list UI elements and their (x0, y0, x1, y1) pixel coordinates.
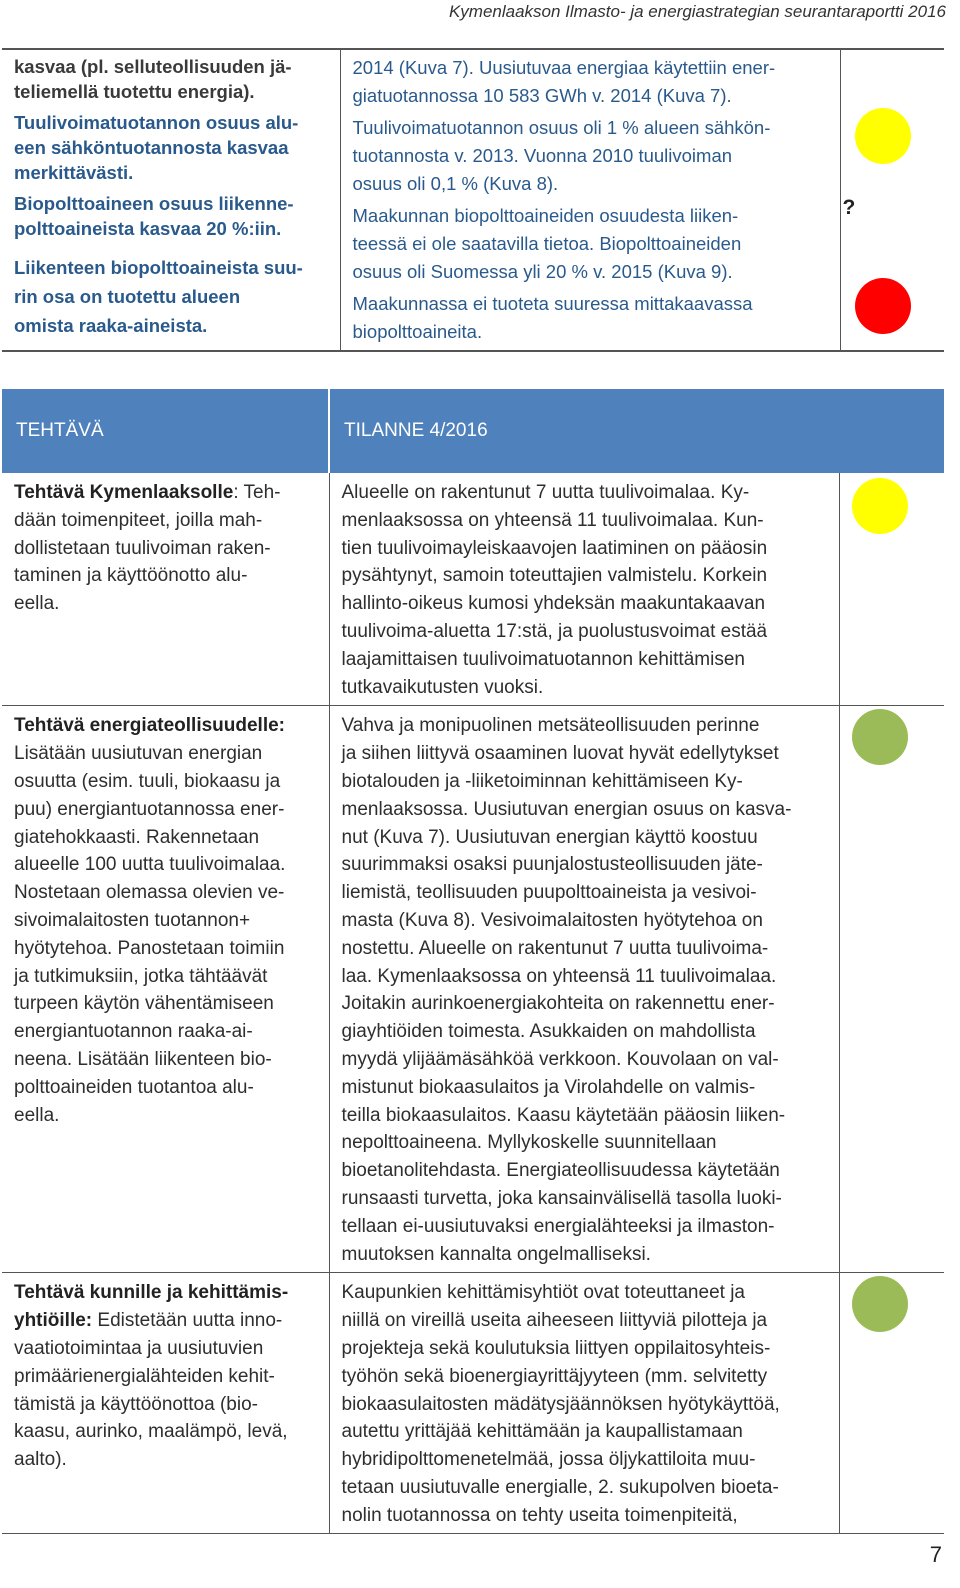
task-cell: Tehtävä kunnille ja kehittämis- yhtiöille: Edistetään uutta inno- vaatiotoimintaa ja uusiutuvien primäärienergialähteiden kehit- tämistä ja käyttöönottoa (bio- kaasu, aurinko, maalämpö, levä, aalto). (2, 1273, 329, 1534)
status-indicator-cell (839, 1273, 944, 1534)
status-text: Maakunnan biopolttoaineiden osuudesta liiken- teessä ei ole saatavilla tietoa. Biopolttoaineiden osuus oli Suomessa yli 20 % v. 2015 (Kuva 9). (352, 205, 742, 282)
status-text: Maakunnassa ei tuoteta suuressa mittakaavassa biopolttoaineita. (352, 293, 753, 342)
target-text: Liikenteen biopolttoaineista suu- rin osa on tuotettu alueen omista raaka-aineista. (14, 257, 303, 336)
status-unknown-mark: ? (842, 196, 856, 219)
target-text: kasvaa (pl. selluteollisuuden jä- teliemellä tuotettu energia). (14, 56, 292, 102)
status-dot-yellow (855, 108, 911, 164)
table-row (2, 1273, 944, 1534)
task-status-table (2, 389, 944, 1534)
status-text-cell: Vahva ja monipuolinen metsäteollisuuden perinne ja siihen liittyvä osaaminen luovat hyvät edellytykset biotalouden ja -liiketoiminnan kehittämiseen Ky- menlaaksossa. Uusiutuvan energian osuus on kasva- nut (Kuva 7). Uusiutuvan energian käyttö koostuu suurimmaksi osaksi puunjalostusteollisuuden jäte- liemistä, teollisuuden puupolttoaineista ja vesivoi- masta (Kuva 8). Vesivoimalaitosten hyötytehoa on nostettu. Alueelle on rakentunut 7 uutta tuulivoima- laa. Kymenlaaksossa on yhteensä 11 tuulivoimalaa. Joitakin aurinkoenergiakohteita on rakennettu ener- giayhtiöiden toimesta. Asukkaiden on mahdollista myydä ylijäämäsähköä verkkoon. Kouvolaan on val- mistunut biokaasulaitos ja Virolahdelle on valmis- teilla biokaasulaitos. Kaasu käytetään pääosin liiken- nepolttoaineena. Myllykoskelle suunnitellaan bioetanolitehdasta. Energiateollisuudessa käytetään runsaasti turvetta, joka kansainvälisellä tasolla luoki- tellaan ei-uusiutuvaksi energialähteeksi ja ilmaston- muutoksen kannalta ongelmalliseksi. (329, 706, 839, 1273)
column-header-task: TEHTÄVÄ (2, 389, 329, 473)
target-cell (2, 49, 340, 351)
running-header: Kymenlaakson Ilmasto- ja energiastrategian seurantaraportti 2016 (448, 2, 946, 21)
status-text-cell: Alueelle on rakentunut 7 uutta tuulivoimalaa. Ky- menlaaksossa on yhteensä 11 tuulivoimalaa. Kun- tien tuulivoimayleiskaavojen laatiminen on pääosin pysähtynyt, samoin toteuttajien valmistelu. Korkein hallinto-oikeus kumosi yhdeksän maakuntakaavan tuulivoima-aluetta 17:stä, ja puolustusvoimat estää laajamittaisen tuulivoimatuotannon kehittämisen tutkavaikutusten vuoksi. (329, 473, 839, 706)
task-cell: Tehtävä energiateollisuudelle: Lisätään uusiutuvan energian osuutta (esim. tuuli, biokaasu ja puu) energiantuotannossa ener- giatehokkaasti. Rakennetaan alueelle 100 uutta tuulivoimalaa. Nostetaan olemassa olevien ve- sivoimalaitosten tuotannon+ hyötytehoa. Panostetaan toimiin ja tutkimuksiin, jotka tähtäävät turpeen käytön vähentämiseen energiantuotannon raaka-ai- neena. Lisätään liikenteen bio- polttoaineiden tuotantoa alu- eella. (2, 706, 329, 1273)
column-header-status: TILANNE 4/2016 (329, 389, 944, 473)
status-indicator-cell (839, 706, 944, 1273)
task-cell: Tehtävä Kymenlaaksolle: Teh- dään toimenpiteet, joilla mah- dollistetaan tuulivoiman raken- taminen ja käyttöönotto alu- eella. (2, 473, 329, 706)
status-dot-yellow (852, 478, 908, 534)
target-text: Tuulivoimatuotannon osuus alu- een sähköntuotannosta kasvaa merkittävästi. (14, 112, 299, 183)
table-row (2, 706, 944, 1273)
status-dot-green (852, 1276, 908, 1332)
page-number: 7 (929, 1542, 942, 1567)
top-target-table (2, 48, 944, 352)
status-text-cell (340, 49, 840, 351)
status-text: 2014 (Kuva 7). Uusiutuvaa energiaa käytettiin ener- giatuotannossa 10 583 GWh v. 2014 (Kuva 7). (352, 57, 776, 106)
target-text: Biopolttoaineen osuus liikenne- polttoaineista kasvaa 20 %:iin. (14, 193, 294, 239)
status-dot-green (852, 709, 908, 765)
table-row (2, 473, 944, 706)
status-dot-red (855, 278, 911, 334)
table-header-row (2, 389, 944, 473)
status-text-cell: Kaupunkien kehittämisyhtiöt ovat toteuttaneet ja niillä on vireillä useita aiheeseen liittyviä pilotteja ja projekteja sekä koulutuksia liittyen oppilaitosyhteis- työhön sekä bioenergiayrittäjyyteen (mm. selvitetty biokaasulaitosten mädätysjäännöksen hyötykäyttöä, autettu yrittäjää kehittämään ja kaupallistamaan hybridipolttomenetelmää, jossa öljykattiloita muu- tetaan uusiutuvalle energialle, 2. sukupolven bioeta- nolin tuotannossa on tehty useita toimenpiteitä, (329, 1273, 839, 1534)
status-text: Tuulivoimatuotannon osuus oli 1 % alueen sähkön- tuotannosta v. 2013. Vuonna 2010 tuulivoiman osuus oli 0,1 % (Kuva 8). (352, 117, 771, 194)
status-indicator-cell (839, 473, 944, 706)
table-row (2, 49, 944, 351)
status-indicator-cell (840, 49, 944, 351)
